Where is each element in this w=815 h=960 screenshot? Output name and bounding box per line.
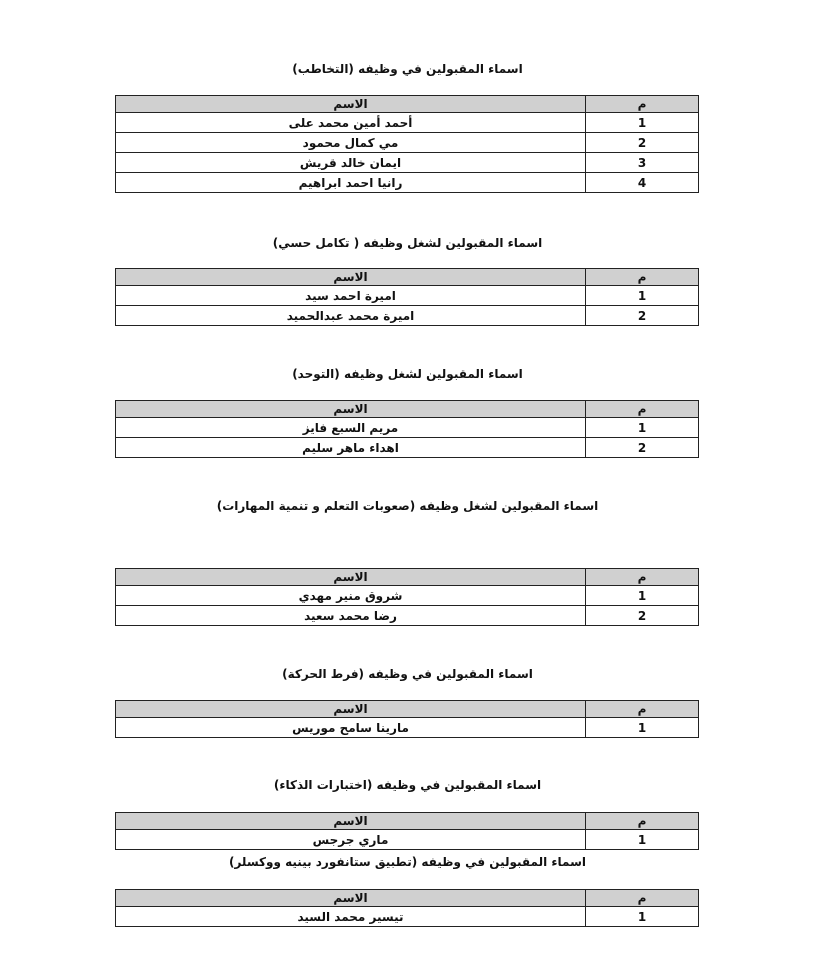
header-number: م — [586, 701, 699, 718]
row-number: 2 — [586, 438, 699, 458]
header-name: الاسم — [116, 569, 586, 586]
table-stanford — [115, 889, 699, 927]
row-number: 1 — [586, 718, 699, 738]
table-row — [116, 133, 699, 153]
table-row — [116, 438, 699, 458]
row-name: مي كمال محمود — [116, 133, 586, 153]
row-number: 1 — [586, 830, 699, 850]
header-number: م — [586, 569, 699, 586]
header-number: م — [586, 269, 699, 286]
table-iq — [115, 812, 699, 850]
header-number: م — [586, 96, 699, 113]
row-number: 2 — [586, 606, 699, 626]
table-row — [116, 907, 699, 927]
row-name: مريم السبع فايز — [116, 418, 586, 438]
section-title-stanford: اسماء المقبولين في وظيفه (تطبيق ستانفورد بينيه ووكسلر) — [228, 855, 586, 869]
row-name: رضا محمد سعيد — [116, 606, 586, 626]
table-row — [116, 113, 699, 133]
header-name: الاسم — [116, 269, 586, 286]
table-speech — [115, 95, 699, 193]
row-name: مارينا سامح موريس — [116, 718, 586, 738]
row-name: رانيا احمد ابراهيم — [116, 173, 586, 193]
row-number: 2 — [586, 133, 699, 153]
header-name: الاسم — [116, 96, 586, 113]
row-number: 1 — [586, 286, 699, 306]
row-name: تيسير محمد السيد — [116, 907, 586, 927]
header-name: الاسم — [116, 890, 586, 907]
table-row — [116, 586, 699, 606]
table-learning — [115, 568, 699, 626]
table-row — [116, 606, 699, 626]
row-number: 1 — [586, 907, 699, 927]
row-name: اميرة محمد عبدالحميد — [116, 306, 586, 326]
header-name: الاسم — [116, 813, 586, 830]
table-row — [116, 153, 699, 173]
table-row — [116, 173, 699, 193]
row-number: 1 — [586, 586, 699, 606]
row-number: 4 — [586, 173, 699, 193]
header-number: م — [586, 813, 699, 830]
table-row — [116, 830, 699, 850]
table-autism — [115, 400, 699, 458]
row-name: أحمد أمين محمد على — [116, 113, 586, 133]
table-row — [116, 286, 699, 306]
section-title-hyperactivity: اسماء المقبولين في وظيفه (فرط الحركة) — [282, 667, 533, 681]
section-title-autism: اسماء المقبولين لشغل وظيفه (التوحد) — [292, 367, 523, 381]
row-name: اميرة احمد سيد — [116, 286, 586, 306]
row-number: 1 — [586, 113, 699, 133]
header-number: م — [586, 401, 699, 418]
row-number: 2 — [586, 306, 699, 326]
row-name: شروق منير مهدي — [116, 586, 586, 606]
header-name: الاسم — [116, 401, 586, 418]
table-hyperactivity — [115, 700, 699, 738]
table-sensory — [115, 268, 699, 326]
section-title-iq: اسماء المقبولين في وظيفه (اختبارات الذكاء) — [273, 778, 542, 792]
table-row — [116, 306, 699, 326]
table-row — [116, 718, 699, 738]
header-name: الاسم — [116, 701, 586, 718]
row-number: 3 — [586, 153, 699, 173]
table-row — [116, 418, 699, 438]
row-name: اهداء ماهر سليم — [116, 438, 586, 458]
section-title-sensory: اسماء المقبولين لشغل وظيفه ( تكامل حسي) — [272, 236, 543, 250]
section-title-speech: اسماء المقبولين في وظيفه (التخاطب) — [292, 62, 523, 76]
section-title-learning: اسماء المقبولين لشغل وظيفه (صعوبات التعلم و تنمية المهارات) — [216, 499, 599, 513]
row-number: 1 — [586, 418, 699, 438]
row-name: ماري جرجس — [116, 830, 586, 850]
header-number: م — [586, 890, 699, 907]
row-name: ايمان خالد قريش — [116, 153, 586, 173]
